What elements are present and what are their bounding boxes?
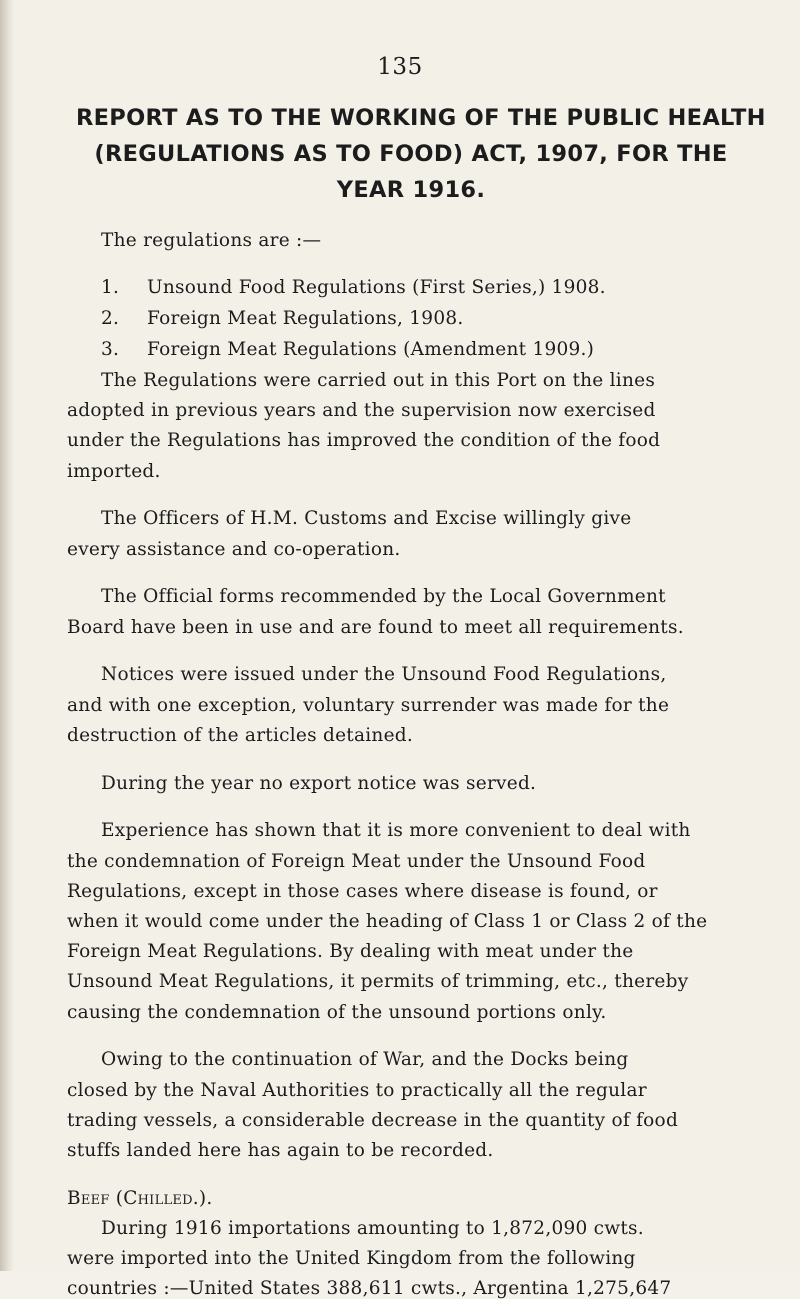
paragraph-line: Owing to the continuation of War, and the Docks being [101,1049,629,1070]
regulation-item-number: 1. [101,277,120,298]
paragraph-line: closed by the Naval Authorities to practically all the regular [67,1080,647,1101]
paragraph-line: The Official forms recommended by the Local Government [101,586,666,607]
beef-paragraph-line: During 1916 importations amounting to 1,872,090 cwts. [101,1218,644,1239]
paragraph-line: The Regulations were carried out in this Port on the lines [101,370,656,391]
paragraph-line: causing the condemnation of the unsound portions only. [67,1002,607,1023]
paragraph-line: trading vessels, a considerable decrease in the quantity of food [67,1110,679,1131]
report-title-line-2: (REGULATIONS AS TO FOOD) ACT, 1907, FOR THE [94,141,728,167]
beef-paragraph-line: countries :—United States 388,611 cwts., Argentina 1,275,647 [67,1278,672,1299]
paragraph-line: under the Regulations has improved the condition of the food [67,430,661,451]
paragraph-line: every assistance and co-operation. [67,539,401,560]
regulation-item-text: Foreign Meat Regulations, 1908. [147,308,464,329]
paragraph-line: adopted in previous years and the supervision now exercised [67,400,656,421]
regulation-item-number: 3. [101,339,120,360]
paragraph-line: The Officers of H.M. Customs and Excise willingly give [101,508,632,529]
intro-text: The regulations are :— [101,230,322,251]
paragraph-line: Unsound Meat Regulations, it permits of trimming, etc., thereby [67,971,689,992]
paragraph-line: stuffs landed here has again to be recorded. [67,1140,494,1161]
paragraph-line: imported. [67,461,161,482]
binding-edge-shadow [0,0,14,1271]
regulation-item-number: 2. [101,308,120,329]
report-title-line-1: REPORT AS TO THE WORKING OF THE PUBLIC HEALTH [76,105,766,131]
paragraph-line: destruction of the articles detained. [67,725,413,746]
paragraph-line: Foreign Meat Regulations. By dealing with meat under the [67,941,634,962]
report-title-line-3: YEAR 1916. [336,177,486,203]
regulation-item-text: Unsound Food Regulations (First Series,) 1908. [147,277,606,298]
paragraph-line: the condemnation of Foreign Meat under the Unsound Food [67,851,646,872]
paragraph-line: Experience has shown that it is more convenient to deal with [101,820,691,841]
paragraph-line: During the year no export notice was served. [101,773,537,794]
paragraph-line: Board have been in use and are found to meet all requirements. [67,617,684,638]
page-number: 135 [377,54,423,80]
section-heading-beef: Beef (Chilled.). [67,1188,213,1209]
paragraph-line: and with one exception, voluntary surrender was made for the [67,695,670,716]
paragraph-line: Regulations, except in those cases where disease is found, or [67,881,658,902]
paragraph-line: when it would come under the heading of Class 1 or Class 2 of the [67,911,708,932]
paragraph-line: Notices were issued under the Unsound Food Regulations, [101,664,667,685]
beef-paragraph-line: were imported into the United Kingdom from the following [67,1248,636,1269]
regulation-item-text: Foreign Meat Regulations (Amendment 1909.) [147,339,595,360]
